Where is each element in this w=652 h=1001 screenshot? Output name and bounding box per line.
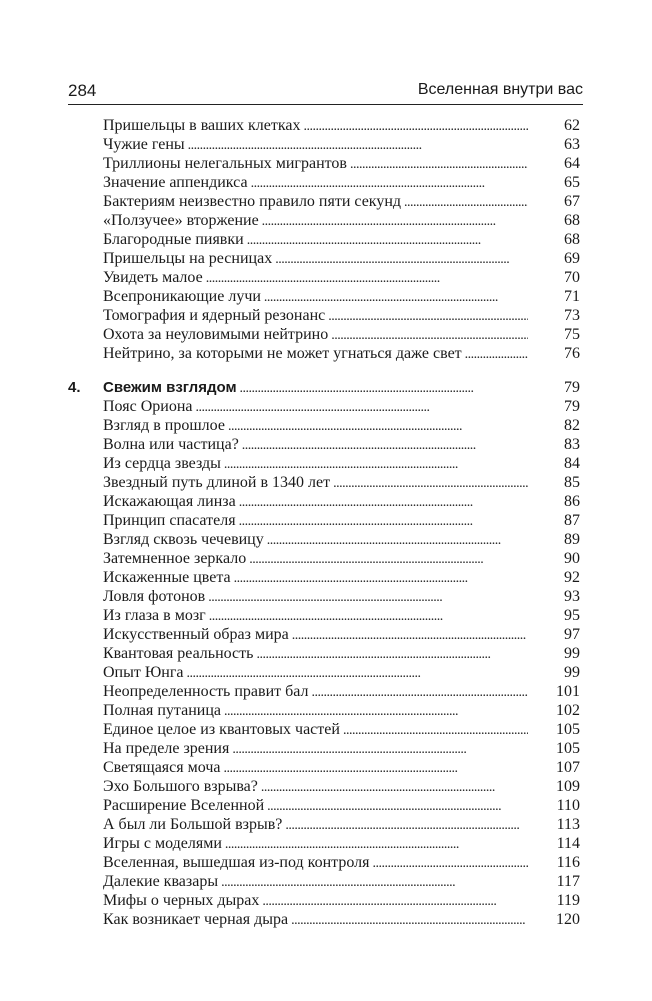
toc-entry-page: 119 bbox=[556, 892, 580, 909]
toc-entry: Как возникает черная дыра . . . 120 bbox=[0, 910, 652, 930]
toc-entry: Пришельцы на ресницах . . . 69 bbox=[0, 249, 652, 269]
toc-entry: Вселенная, вышедшая из-под контроля . . . 116 bbox=[0, 853, 652, 873]
toc-entry-page: 116 bbox=[556, 854, 580, 871]
toc-entry-page: 114 bbox=[556, 835, 580, 852]
toc-entry-page: 93 bbox=[564, 588, 580, 605]
toc-entry-page: 71 bbox=[564, 288, 580, 305]
toc-entry-page: 84 bbox=[564, 455, 580, 472]
toc-entry: Чужие гены . . . 63 bbox=[0, 135, 652, 155]
toc-entry: На пределе зрения . . . 105 bbox=[0, 739, 652, 759]
toc-entry: Светящаяся моча . . . 107 bbox=[0, 758, 652, 778]
toc-entry: Полная путаница . . . 102 bbox=[0, 701, 652, 721]
toc-entry: Игры с моделями . . . 114 bbox=[0, 834, 652, 854]
toc-entry: Из глаза в мозг . . . 95 bbox=[0, 606, 652, 626]
toc-entry-page: 65 bbox=[564, 174, 580, 191]
page-number: 284 bbox=[68, 81, 97, 100]
toc-entry: Далекие квазары . . . 117 bbox=[0, 872, 652, 892]
toc-entry-page: 107 bbox=[556, 759, 580, 776]
toc-entry-page: 110 bbox=[556, 797, 580, 814]
toc-entry: Искаженные цвета . . . 92 bbox=[0, 568, 652, 588]
toc-entry: Пояс Ориона . . . 79 bbox=[0, 397, 652, 417]
toc-entry: Волна или частица? . . . 83 bbox=[0, 435, 652, 455]
toc-entry: Опыт Юнга . . . 99 bbox=[0, 663, 652, 683]
toc-entry-page: 64 bbox=[564, 155, 580, 172]
toc-entry-page: 105 bbox=[556, 740, 580, 757]
toc-entry-page: 90 bbox=[564, 550, 580, 567]
toc-entry-page: 102 bbox=[556, 702, 580, 719]
toc-entry: Эхо Большого взрыва? . . . 109 bbox=[0, 777, 652, 797]
chapter-title: Свежим взглядом bbox=[103, 379, 240, 396]
toc-entry-page: 109 bbox=[556, 778, 580, 795]
toc-entry-page: 79 bbox=[564, 398, 580, 415]
toc-entry-page: 69 bbox=[564, 250, 580, 267]
toc-entry: «Ползучее» вторжение . . . 68 bbox=[0, 211, 652, 231]
toc-entry: Благородные пиявки . . . 68 bbox=[0, 230, 652, 250]
toc-entry: Бактериям неизвестно правило пяти секунд . . . 67 bbox=[0, 192, 652, 212]
toc-entry: Затемненное зеркало . . . 90 bbox=[0, 549, 652, 569]
toc-entry-page: 63 bbox=[564, 136, 580, 153]
toc-entry-page: 99 bbox=[564, 664, 580, 681]
toc-chapter-entry bbox=[0, 378, 652, 398]
toc-entry-page: 87 bbox=[564, 512, 580, 529]
toc-entry: А был ли Большой взрыв? . . . 113 bbox=[0, 815, 652, 835]
toc-entry: Взгляд сквозь чечевицу . . . 89 bbox=[0, 530, 652, 550]
toc-entry: Звездный путь длиной в 1340 лет . . . 85 bbox=[0, 473, 652, 493]
toc-entry-page: 101 bbox=[556, 683, 580, 700]
toc-entry: Неопределенность правит бал . . . 101 bbox=[0, 682, 652, 702]
toc-entry: Взгляд в прошлое . . . 82 bbox=[0, 416, 652, 436]
toc-entry-page: 97 bbox=[564, 626, 580, 643]
toc-entry-page: 99 bbox=[564, 645, 580, 662]
toc-entry-page: 86 bbox=[564, 493, 580, 510]
toc-entry: Искусственный образ мира . . . 97 bbox=[0, 625, 652, 645]
running-title: Вселенная внутри вас bbox=[417, 81, 583, 98]
toc-entry-page: 76 bbox=[564, 345, 580, 362]
toc-entry: Единое целое из квантовых частей . . . 105 bbox=[0, 720, 652, 740]
toc-entry: Искажающая линза . . . 86 bbox=[0, 492, 652, 512]
toc-entry-page: 70 bbox=[564, 269, 580, 286]
toc-entry-page: 68 bbox=[564, 231, 580, 248]
toc-entry: Увидеть малое . . . 70 bbox=[0, 268, 652, 288]
toc-entry-page: 68 bbox=[564, 212, 580, 229]
toc-entry-page: 73 bbox=[564, 307, 580, 324]
toc-entry-page: 89 bbox=[564, 531, 580, 548]
toc-entry: Из сердца звезды . . . 84 bbox=[0, 454, 652, 474]
toc-entry-page: 117 bbox=[556, 873, 580, 890]
toc-entry-page: 85 bbox=[564, 474, 580, 491]
toc-entry: Ловля фотонов . . . 93 bbox=[0, 587, 652, 607]
toc-entry-page: 67 bbox=[564, 193, 580, 210]
toc-entry: Всепроникающие лучи . . . 71 bbox=[0, 287, 652, 307]
toc-entry: Расширение Вселенной . . . 110 bbox=[0, 796, 652, 816]
running-header bbox=[68, 78, 583, 105]
toc-entry: Квантовая реальность . . . 99 bbox=[0, 644, 652, 664]
toc-entry-page: 120 bbox=[556, 911, 580, 928]
chapter-number: 4. bbox=[68, 379, 81, 396]
toc-entry: Принцип спасателя . . . 87 bbox=[0, 511, 652, 531]
toc-entry: Значение аппендикса . . . 65 bbox=[0, 173, 652, 193]
toc-entry-page: 82 bbox=[564, 417, 580, 434]
chapter-page: 79 bbox=[564, 379, 580, 396]
toc-entry-page: 95 bbox=[564, 607, 580, 624]
toc-entry-page: 75 bbox=[564, 326, 580, 343]
toc-entry-page: 105 bbox=[556, 721, 580, 738]
toc-entry: Нейтрино, за которыми не может угнаться даже свет . . . 76 bbox=[0, 344, 652, 364]
toc-entry: Триллионы нелегальных мигрантов . . . 64 bbox=[0, 154, 652, 174]
toc-entry-page: 62 bbox=[564, 117, 580, 134]
toc-entry-page: 83 bbox=[564, 436, 580, 453]
toc-entry: Мифы о черных дырах . . . 119 bbox=[0, 891, 652, 911]
toc-entry-page: 113 bbox=[556, 816, 580, 833]
toc-entry: Пришельцы в ваших клетках . . . 62 bbox=[0, 116, 652, 136]
toc-entry: Охота за неуловимыми нейтрино . . . 75 bbox=[0, 325, 652, 345]
toc-entry: Томография и ядерный резонанс . . . 73 bbox=[0, 306, 652, 326]
toc-entry-page: 92 bbox=[564, 569, 580, 586]
